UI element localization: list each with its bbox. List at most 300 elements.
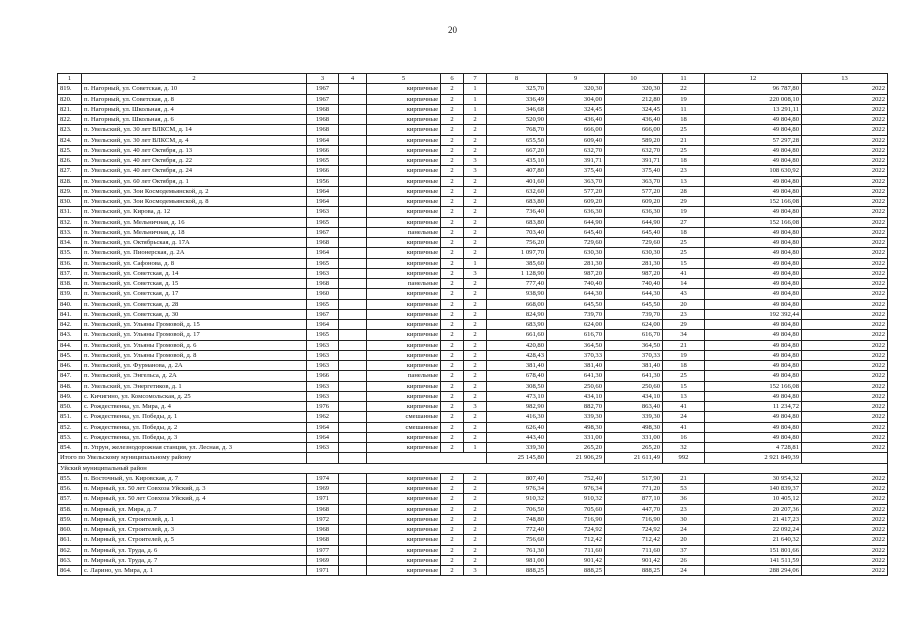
- residents-cell: 18: [663, 361, 705, 371]
- total-area-cell: 938,90: [487, 289, 547, 299]
- blank-cell: [802, 453, 888, 463]
- blank-cell: [339, 248, 367, 258]
- address-cell: п. Увельский, ул. Ульяны Громовой, д. 15: [82, 320, 307, 330]
- total-area-cell: 888,25: [487, 566, 547, 576]
- year-cell: 1964: [307, 248, 339, 258]
- plan-year-cell: 2022: [802, 320, 888, 330]
- private-area-cell: 447,70: [605, 504, 663, 514]
- private-area-cell: 381,40: [605, 361, 663, 371]
- residents-cell: 25: [663, 125, 705, 135]
- entrances-cell: 2: [464, 248, 487, 258]
- floors-cell: 2: [441, 289, 464, 299]
- column-number-cell: 8: [487, 74, 547, 84]
- blank-cell: [339, 84, 367, 94]
- residents-cell: 53: [663, 484, 705, 494]
- floors-cell: 2: [441, 238, 464, 248]
- wall-material-cell: кирпичные: [367, 350, 441, 360]
- plan-year-cell: 2022: [802, 94, 888, 104]
- living-area-cell: 265,20: [547, 443, 605, 453]
- year-cell: 1977: [307, 545, 339, 555]
- blank-cell: [339, 484, 367, 494]
- living-area-cell: 711,60: [547, 545, 605, 555]
- year-cell: 1964: [307, 422, 339, 432]
- floors-cell: 2: [441, 473, 464, 483]
- table-row: [58, 504, 888, 514]
- residents-cell: 18: [663, 156, 705, 166]
- address-cell: п. Нагорный, ул. Школьная, д. 4: [82, 104, 307, 114]
- row-number-cell: 845.: [58, 350, 82, 360]
- wall-material-cell: кирпичные: [367, 186, 441, 196]
- address-cell: п. Нагорный, ул. Советская, д. 8: [82, 94, 307, 104]
- entrances-cell: 2: [464, 217, 487, 227]
- table-row: [58, 545, 888, 555]
- wall-material-cell: кирпичные: [367, 248, 441, 258]
- table-row: [58, 340, 888, 350]
- living-area-cell: 712,42: [547, 535, 605, 545]
- entrances-cell: 2: [464, 197, 487, 207]
- entrances-cell: 2: [464, 391, 487, 401]
- plan-year-cell: 2022: [802, 238, 888, 248]
- total-area-cell: 982,90: [487, 402, 547, 412]
- plan-year-cell: 2022: [802, 156, 888, 166]
- table-row: [58, 381, 888, 391]
- blank-cell: [339, 207, 367, 217]
- living-area-cell: 666,00: [547, 125, 605, 135]
- wall-material-cell: кирпичные: [367, 289, 441, 299]
- plan-year-cell: 2022: [802, 391, 888, 401]
- entrances-cell: 1: [464, 94, 487, 104]
- total-cost-cell: 2 921 849,39: [705, 453, 802, 463]
- address-cell: с. Ларино, ул. Мира, д. 1: [82, 566, 307, 576]
- table-row: [58, 330, 888, 340]
- living-area-cell: 577,20: [547, 186, 605, 196]
- row-number-cell: 819.: [58, 84, 82, 94]
- living-area-cell: 976,34: [547, 484, 605, 494]
- table-row: [58, 238, 888, 248]
- year-cell: 1968: [307, 125, 339, 135]
- year-cell: 1964: [307, 186, 339, 196]
- floors-cell: 2: [441, 135, 464, 145]
- cost-cell: 49 804,80: [705, 258, 802, 268]
- row-number-cell: 830.: [58, 197, 82, 207]
- residents-cell: 18: [663, 227, 705, 237]
- residents-cell: 21: [663, 135, 705, 145]
- cost-cell: 49 804,80: [705, 156, 802, 166]
- plan-year-cell: 2022: [802, 361, 888, 371]
- private-area-cell: 589,20: [605, 135, 663, 145]
- table-row: [58, 432, 888, 442]
- year-cell: 1967: [307, 227, 339, 237]
- wall-material-cell: кирпичные: [367, 504, 441, 514]
- table-row: [58, 84, 888, 94]
- table-row: [58, 320, 888, 330]
- plan-year-cell: 2022: [802, 125, 888, 135]
- living-area-cell: 739,70: [547, 309, 605, 319]
- row-number-cell: 849.: [58, 391, 82, 401]
- residents-cell: 41: [663, 422, 705, 432]
- blank-cell: [339, 279, 367, 289]
- plan-year-cell: 2022: [802, 535, 888, 545]
- wall-material-cell: кирпичные: [367, 566, 441, 576]
- cost-cell: 288 294,06: [705, 566, 802, 576]
- private-area-cell: 370,33: [605, 350, 663, 360]
- floors-cell: 2: [441, 391, 464, 401]
- cost-cell: 49 804,80: [705, 207, 802, 217]
- blank-cell: [339, 166, 367, 176]
- cost-cell: 21 640,32: [705, 535, 802, 545]
- wall-material-cell: кирпичные: [367, 320, 441, 330]
- wall-material-cell: кирпичные: [367, 197, 441, 207]
- floors-cell: 2: [441, 371, 464, 381]
- address-cell: п. Увельский, ул. Мельничная, д. 16: [82, 217, 307, 227]
- address-cell: п. Мирный, ул. Труда, д. 6: [82, 545, 307, 555]
- private-area-cell: 331,00: [605, 432, 663, 442]
- wall-material-cell: кирпичные: [367, 340, 441, 350]
- year-cell: 1971: [307, 494, 339, 504]
- address-cell: п. Увельский, ул. Кирова, д. 12: [82, 207, 307, 217]
- year-cell: 1968: [307, 115, 339, 125]
- cost-cell: 11 234,72: [705, 402, 802, 412]
- table-body: [58, 74, 888, 576]
- wall-material-cell: кирпичные: [367, 361, 441, 371]
- plan-year-cell: 2022: [802, 443, 888, 453]
- total-area-cell: 683,90: [487, 320, 547, 330]
- private-area-cell: 363,70: [605, 176, 663, 186]
- cost-cell: 49 804,80: [705, 330, 802, 340]
- total-private-area-cell: 21 611,49: [605, 453, 663, 463]
- total-label-cell: Итого по Увельскому муниципальному району: [58, 453, 307, 463]
- row-number-cell: 833.: [58, 227, 82, 237]
- private-area-cell: 624,00: [605, 320, 663, 330]
- address-cell: п. Увельский, ул. 30 лет ВЛКСМ, д. 4: [82, 135, 307, 145]
- year-cell: 1966: [307, 145, 339, 155]
- total-area-cell: 655,50: [487, 135, 547, 145]
- address-cell: п. Мирный, ул. Строителей, д. 3: [82, 525, 307, 535]
- floors-cell: 2: [441, 156, 464, 166]
- plan-year-cell: 2022: [802, 135, 888, 145]
- address-cell: п. Увельский, ул. 40 лет Октября, д. 24: [82, 166, 307, 176]
- residents-cell: 23: [663, 504, 705, 514]
- total-area-cell: 756,60: [487, 535, 547, 545]
- cost-cell: 152 166,08: [705, 217, 802, 227]
- entrances-cell: 2: [464, 412, 487, 422]
- floors-cell: 2: [441, 104, 464, 114]
- address-cell: п. Восточный, ул. Кировская, д. 7: [82, 473, 307, 483]
- entrances-cell: 2: [464, 330, 487, 340]
- wall-material-cell: кирпичные: [367, 176, 441, 186]
- table-row: [58, 289, 888, 299]
- column-number-cell: 6: [441, 74, 464, 84]
- cost-cell: 108 630,92: [705, 166, 802, 176]
- blank-cell: [339, 258, 367, 268]
- row-number-cell: 851.: [58, 412, 82, 422]
- plan-year-cell: 2022: [802, 340, 888, 350]
- entrances-cell: 2: [464, 125, 487, 135]
- private-area-cell: 609,20: [605, 197, 663, 207]
- residents-cell: 30: [663, 514, 705, 524]
- blank-cell: [339, 289, 367, 299]
- total-area-cell: 325,70: [487, 84, 547, 94]
- floors-cell: 2: [441, 350, 464, 360]
- floors-cell: 2: [441, 566, 464, 576]
- floors-cell: 2: [441, 422, 464, 432]
- year-cell: 1968: [307, 104, 339, 114]
- total-residents-cell: 992: [663, 453, 705, 463]
- address-cell: п. Увельский, ул. Пионерская, д. 2А: [82, 248, 307, 258]
- row-number-cell: 859.: [58, 514, 82, 524]
- year-cell: 1962: [307, 412, 339, 422]
- entrances-cell: 3: [464, 566, 487, 576]
- cost-cell: 49 804,80: [705, 176, 802, 186]
- wall-material-cell: кирпичные: [367, 432, 441, 442]
- total-area-cell: 407,80: [487, 166, 547, 176]
- private-area-cell: 375,40: [605, 166, 663, 176]
- residents-cell: 18: [663, 115, 705, 125]
- residents-cell: 24: [663, 525, 705, 535]
- year-cell: 1963: [307, 361, 339, 371]
- wall-material-cell: кирпичные: [367, 207, 441, 217]
- entrances-cell: 2: [464, 227, 487, 237]
- cost-cell: 96 787,80: [705, 84, 802, 94]
- cost-cell: 49 804,80: [705, 412, 802, 422]
- floors-cell: 2: [441, 299, 464, 309]
- year-cell: 1963: [307, 443, 339, 453]
- private-area-cell: 863,40: [605, 402, 663, 412]
- plan-year-cell: 2022: [802, 566, 888, 576]
- wall-material-cell: кирпичные: [367, 135, 441, 145]
- private-area-cell: 877,10: [605, 494, 663, 504]
- row-number-cell: 858.: [58, 504, 82, 514]
- total-area-cell: 703,40: [487, 227, 547, 237]
- floors-cell: 2: [441, 320, 464, 330]
- living-area-cell: 752,40: [547, 473, 605, 483]
- private-area-cell: 577,20: [605, 186, 663, 196]
- row-number-cell: 847.: [58, 371, 82, 381]
- address-cell: п. Увельский, ул. Мельничная, д. 18: [82, 227, 307, 237]
- residents-cell: 23: [663, 309, 705, 319]
- residents-cell: 19: [663, 94, 705, 104]
- private-area-cell: 436,40: [605, 115, 663, 125]
- private-area-cell: 281,30: [605, 258, 663, 268]
- total-area-cell: 668,00: [487, 299, 547, 309]
- floors-cell: 2: [441, 279, 464, 289]
- row-number-cell: 839.: [58, 289, 82, 299]
- table-row: [58, 535, 888, 545]
- blank-cell: [339, 350, 367, 360]
- blank-cell: [339, 115, 367, 125]
- total-living-area-cell: 21 906,29: [547, 453, 605, 463]
- blank-cell: [339, 104, 367, 114]
- blank-cell: [307, 453, 339, 463]
- year-cell: 1963: [307, 381, 339, 391]
- year-cell: 1968: [307, 238, 339, 248]
- blank-cell: [339, 381, 367, 391]
- cost-cell: 49 804,80: [705, 145, 802, 155]
- year-cell: 1969: [307, 555, 339, 565]
- row-number-cell: 860.: [58, 525, 82, 535]
- plan-year-cell: 2022: [802, 422, 888, 432]
- residents-cell: 13: [663, 176, 705, 186]
- row-number-cell: 823.: [58, 125, 82, 135]
- total-area-cell: 401,60: [487, 176, 547, 186]
- plan-year-cell: 2022: [802, 115, 888, 125]
- blank-cell: [339, 94, 367, 104]
- total-area-cell: 824,90: [487, 309, 547, 319]
- cost-cell: 49 804,80: [705, 248, 802, 258]
- cost-cell: 49 804,80: [705, 268, 802, 278]
- cost-cell: 49 804,80: [705, 125, 802, 135]
- floors-cell: 2: [441, 402, 464, 412]
- wall-material-cell: кирпичные: [367, 514, 441, 524]
- cost-cell: 49 804,80: [705, 350, 802, 360]
- floors-cell: 2: [441, 176, 464, 186]
- wall-material-cell: кирпичные: [367, 402, 441, 412]
- plan-year-cell: 2022: [802, 484, 888, 494]
- residents-cell: 29: [663, 197, 705, 207]
- living-area-cell: 364,50: [547, 340, 605, 350]
- living-area-cell: 882,70: [547, 402, 605, 412]
- year-cell: 1968: [307, 279, 339, 289]
- living-area-cell: 724,92: [547, 525, 605, 535]
- total-area-cell: 443,40: [487, 432, 547, 442]
- total-area-cell: 336,49: [487, 94, 547, 104]
- wall-material-cell: панельные: [367, 227, 441, 237]
- blank-cell: [339, 156, 367, 166]
- residents-cell: 20: [663, 535, 705, 545]
- living-area-cell: 609,40: [547, 135, 605, 145]
- living-area-cell: 609,20: [547, 197, 605, 207]
- row-number-cell: 855.: [58, 473, 82, 483]
- plan-year-cell: 2022: [802, 514, 888, 524]
- entrances-cell: 2: [464, 484, 487, 494]
- year-cell: 1963: [307, 350, 339, 360]
- floors-cell: 2: [441, 197, 464, 207]
- floors-cell: 2: [441, 514, 464, 524]
- entrances-cell: 2: [464, 371, 487, 381]
- table-row: [58, 258, 888, 268]
- plan-year-cell: 2022: [802, 197, 888, 207]
- living-area-cell: 632,70: [547, 145, 605, 155]
- entrances-cell: 2: [464, 115, 487, 125]
- table-row: [58, 484, 888, 494]
- year-cell: 1964: [307, 320, 339, 330]
- wall-material-cell: кирпичные: [367, 443, 441, 453]
- residents-cell: 14: [663, 279, 705, 289]
- residents-cell: 26: [663, 555, 705, 565]
- residents-cell: 24: [663, 412, 705, 422]
- residents-cell: 23: [663, 166, 705, 176]
- residents-cell: 28: [663, 186, 705, 196]
- district-heading-cell: Уйский муниципальный район: [58, 463, 888, 473]
- column-number-cell: 1: [58, 74, 82, 84]
- residents-cell: 41: [663, 402, 705, 412]
- column-number-cell: 12: [705, 74, 802, 84]
- total-area-cell: 807,40: [487, 473, 547, 483]
- wall-material-cell: кирпичные: [367, 166, 441, 176]
- total-area-cell: 632,60: [487, 186, 547, 196]
- residents-cell: 15: [663, 381, 705, 391]
- living-area-cell: 616,70: [547, 330, 605, 340]
- table-row: [58, 309, 888, 319]
- blank-cell: [339, 176, 367, 186]
- table-row: [58, 371, 888, 381]
- address-cell: п. Увельский, ул. Советская, д. 15: [82, 279, 307, 289]
- wall-material-cell: кирпичные: [367, 545, 441, 555]
- wall-material-cell: кирпичные: [367, 156, 441, 166]
- blank-cell: [339, 545, 367, 555]
- total-area-cell: 435,10: [487, 156, 547, 166]
- row-number-cell: 828.: [58, 176, 82, 186]
- living-area-cell: 729,60: [547, 238, 605, 248]
- wall-material-cell: кирпичные: [367, 145, 441, 155]
- wall-material-cell: панельные: [367, 371, 441, 381]
- blank-cell: [339, 555, 367, 565]
- living-area-cell: 331,00: [547, 432, 605, 442]
- row-number-cell: 820.: [58, 94, 82, 104]
- row-number-cell: 856.: [58, 484, 82, 494]
- entrances-cell: 2: [464, 135, 487, 145]
- address-cell: с. Рождественка, ул. Мира, д. 4: [82, 402, 307, 412]
- housing-register-table: [57, 73, 888, 576]
- total-area-cell: 385,60: [487, 258, 547, 268]
- blank-cell: [339, 402, 367, 412]
- residents-cell: 32: [663, 443, 705, 453]
- cost-cell: 49 804,80: [705, 432, 802, 442]
- blank-cell: [339, 238, 367, 248]
- address-cell: п. Увельский, ул. Советская, д. 28: [82, 299, 307, 309]
- plan-year-cell: 2022: [802, 432, 888, 442]
- total-area-cell: 683,80: [487, 197, 547, 207]
- table-row: [58, 279, 888, 289]
- floors-cell: 2: [441, 268, 464, 278]
- residents-cell: 15: [663, 258, 705, 268]
- row-number-cell: 846.: [58, 361, 82, 371]
- cost-cell: 13 291,11: [705, 104, 802, 114]
- floors-cell: 2: [441, 217, 464, 227]
- total-area-cell: 308,50: [487, 381, 547, 391]
- address-cell: п. Увельский, ул. Зои Космодемьянской, д. 8: [82, 197, 307, 207]
- blank-cell: [339, 443, 367, 453]
- entrances-cell: 2: [464, 186, 487, 196]
- column-number-cell: 7: [464, 74, 487, 84]
- address-cell: п. Увельский, ул. Советская, д. 30: [82, 309, 307, 319]
- row-number-cell: 835.: [58, 248, 82, 258]
- total-area-cell: 428,43: [487, 350, 547, 360]
- year-cell: 1969: [307, 484, 339, 494]
- blank-cell: [339, 320, 367, 330]
- private-area-cell: 391,71: [605, 156, 663, 166]
- entrances-cell: 3: [464, 268, 487, 278]
- row-number-cell: 827.: [58, 166, 82, 176]
- residents-cell: 24: [663, 566, 705, 576]
- wall-material-cell: кирпичные: [367, 484, 441, 494]
- plan-year-cell: 2022: [802, 176, 888, 186]
- cost-cell: 220 008,10: [705, 94, 802, 104]
- row-number-cell: 853.: [58, 432, 82, 442]
- plan-year-cell: 2022: [802, 258, 888, 268]
- blank-cell: [339, 422, 367, 432]
- blank-cell: [339, 473, 367, 483]
- row-number-cell: 824.: [58, 135, 82, 145]
- total-area-cell: 976,34: [487, 484, 547, 494]
- living-area-cell: 375,40: [547, 166, 605, 176]
- address-cell: п. Мирный, ул. 50 лет Совхоза Уйский, д. 3: [82, 484, 307, 494]
- table-row: [58, 166, 888, 176]
- year-cell: 1968: [307, 535, 339, 545]
- cost-cell: 30 954,32: [705, 473, 802, 483]
- column-number-cell: 4: [339, 74, 367, 84]
- wall-material-cell: кирпичные: [367, 104, 441, 114]
